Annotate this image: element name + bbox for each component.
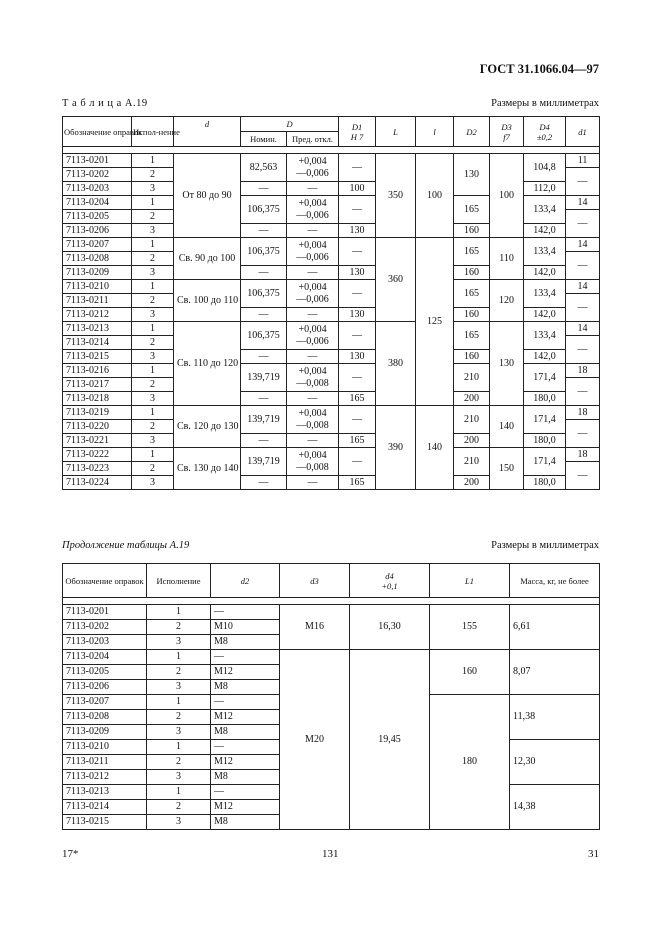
cell-D2: 160 [454, 224, 490, 238]
cell-designation: 7113-0220 [63, 420, 132, 434]
table1-units: Размеры в миллиметрах [491, 98, 599, 109]
cell-d1: — [566, 294, 600, 322]
cell-designation: 7113-0219 [63, 406, 132, 420]
cell-D-deviation: — [287, 182, 339, 196]
cell-d1: — [566, 168, 600, 196]
cell-D-nominal: 106,375 [241, 238, 287, 266]
cell-D4: 133,4 [524, 196, 566, 224]
cell-D1: 165 [339, 392, 376, 406]
cell-D4: 133,4 [524, 280, 566, 308]
cell-D-nominal: 106,375 [241, 196, 287, 224]
cell-version: 1 [147, 740, 211, 755]
cell-designation: 7113-0206 [63, 224, 132, 238]
cell-d1: 11 [566, 154, 600, 168]
cell-version: 3 [132, 476, 174, 490]
cell-version: 2 [132, 462, 174, 476]
table-a19 [62, 116, 600, 490]
cell-D3: 140 [490, 406, 524, 448]
header-D4: D4 ±0,2 [524, 117, 566, 147]
cell-d: Св. 120 до 130 [174, 406, 241, 448]
header-D2: D2 [454, 117, 490, 147]
document-code: ГОСТ 31.1066.04—97 [479, 62, 599, 76]
cell-d2: M12 [211, 800, 280, 815]
cell-d2: M8 [211, 680, 280, 695]
cell-D2: 210 [454, 406, 490, 434]
cell-d2: — [211, 650, 280, 665]
cell-D-deviation: — [287, 476, 339, 490]
cell-designation: 7113-0210 [63, 740, 147, 755]
cell-d1: — [566, 210, 600, 238]
cell-version: 3 [132, 350, 174, 364]
cell-designation: 7113-0209 [63, 266, 132, 280]
cell-designation: 7113-0217 [63, 378, 132, 392]
table-row [63, 448, 600, 462]
cell-D-deviation: — [287, 266, 339, 280]
cell-d2: M8 [211, 725, 280, 740]
cell-version: 2 [132, 420, 174, 434]
footer-page-right: 31 [588, 848, 599, 860]
table-row [63, 605, 600, 620]
cell-D4: 180,0 [524, 476, 566, 490]
cell-D1: — [339, 238, 376, 266]
cell-D2: 200 [454, 392, 490, 406]
cell-designation: 7113-0211 [63, 294, 132, 308]
cell-D4: 142,0 [524, 350, 566, 364]
cell-mass: 12,30 [510, 740, 600, 785]
cell-D2: 160 [454, 266, 490, 280]
header2-d2: d2 [211, 564, 280, 598]
cell-D4: 142,0 [524, 308, 566, 322]
cell-designation: 7113-0204 [63, 196, 132, 210]
cell-L: 360 [376, 238, 416, 322]
cell-version: 1 [132, 364, 174, 378]
cell-D-deviation: — [287, 350, 339, 364]
cell-d4: 19,45 [350, 650, 430, 830]
cell-designation: 7113-0205 [63, 665, 147, 680]
cell-designation: 7113-0204 [63, 650, 147, 665]
cell-d2: — [211, 695, 280, 710]
cell-designation: 7113-0212 [63, 308, 132, 322]
cell-d2: M10 [211, 620, 280, 635]
table-row [63, 322, 600, 336]
cell-L1: 180 [430, 695, 510, 830]
cell-D1: 130 [339, 308, 376, 322]
cell-D4: 171,4 [524, 448, 566, 476]
cell-d2: M12 [211, 755, 280, 770]
header-l: l [416, 117, 454, 147]
cell-designation: 7113-0214 [63, 800, 147, 815]
cell-designation: 7113-0201 [63, 605, 147, 620]
cell-designation: 7113-0208 [63, 710, 147, 725]
cell-d: Св. 100 до 110 [174, 280, 241, 322]
cell-D3: 150 [490, 448, 524, 490]
header-d: d [174, 117, 241, 147]
cell-d1: 14 [566, 322, 600, 336]
cell-D1: 130 [339, 266, 376, 280]
cell-D2: 160 [454, 308, 490, 322]
cell-d: Св. 110 до 120 [174, 322, 241, 406]
cell-L1: 155 [430, 605, 510, 650]
cell-mass: 11,38 [510, 695, 600, 740]
cell-D2: 165 [454, 322, 490, 350]
cell-D-deviation: +0,004 —0,006 [287, 154, 339, 182]
cell-D-nominal: — [241, 392, 287, 406]
cell-designation: 7113-0224 [63, 476, 132, 490]
cell-designation: 7113-0208 [63, 252, 132, 266]
cell-version: 3 [132, 266, 174, 280]
cell-version: 2 [132, 378, 174, 392]
cell-version: 3 [147, 635, 211, 650]
cell-D4: 180,0 [524, 392, 566, 406]
cell-d2: — [211, 740, 280, 755]
cell-D-deviation: — [287, 224, 339, 238]
cell-designation: 7113-0206 [63, 680, 147, 695]
cell-version: 3 [132, 182, 174, 196]
cell-D-deviation: +0,004 —0,008 [287, 364, 339, 392]
cell-designation: 7113-0213 [63, 322, 132, 336]
cell-d1: 14 [566, 280, 600, 294]
cell-D-nominal: 106,375 [241, 280, 287, 308]
header2-d4: d4 +0,1 [350, 564, 430, 598]
cell-D-nominal: — [241, 224, 287, 238]
cell-D-deviation: +0,004 —0,008 [287, 406, 339, 434]
cell-version: 1 [132, 154, 174, 168]
cell-d2: M8 [211, 815, 280, 830]
header2-version: Исполнение [147, 564, 211, 598]
cell-D2: 210 [454, 448, 490, 476]
cell-D2: 200 [454, 434, 490, 448]
cell-D4: 142,0 [524, 224, 566, 238]
cell-designation: 7113-0218 [63, 392, 132, 406]
cell-D-nominal: 139,719 [241, 364, 287, 392]
table-row [63, 650, 600, 665]
cell-designation: 7113-0202 [63, 620, 147, 635]
cell-l: 140 [416, 406, 454, 490]
cell-D-nominal: — [241, 434, 287, 448]
cell-d3: M20 [280, 650, 350, 830]
cell-D-deviation: — [287, 308, 339, 322]
cell-d2: — [211, 605, 280, 620]
header-version: Испол-нение [132, 117, 174, 147]
cell-designation: 7113-0215 [63, 350, 132, 364]
cell-d1: — [566, 420, 600, 448]
cell-version: 1 [147, 650, 211, 665]
cell-d1: — [566, 336, 600, 364]
cell-D-nominal: — [241, 476, 287, 490]
cell-version: 1 [132, 448, 174, 462]
cell-D2: 210 [454, 364, 490, 392]
header-d1: d1 [566, 117, 600, 147]
cell-d1: 18 [566, 406, 600, 420]
cell-l: 125 [416, 238, 454, 406]
cell-version: 3 [147, 770, 211, 785]
cell-D-nominal: 82,563 [241, 154, 287, 182]
table1-caption: Т а б л и ц а А.19 [62, 98, 148, 109]
cell-D4: 142,0 [524, 266, 566, 280]
cell-l: 100 [416, 154, 454, 238]
cell-D4: 171,4 [524, 406, 566, 434]
cell-d2: M12 [211, 665, 280, 680]
cell-d1: — [566, 378, 600, 406]
cell-version: 2 [147, 755, 211, 770]
cell-D2: 130 [454, 154, 490, 196]
cell-mass: 6,61 [510, 605, 600, 650]
cell-designation: 7113-0221 [63, 434, 132, 448]
cell-designation: 7113-0207 [63, 695, 147, 710]
header-deviation: Пред. откл. [287, 132, 339, 147]
cell-version: 1 [147, 785, 211, 800]
cell-d: Св. 130 до 140 [174, 448, 241, 490]
cell-designation: 7113-0209 [63, 725, 147, 740]
cell-d1: 14 [566, 196, 600, 210]
cell-version: 1 [132, 280, 174, 294]
cell-d1: 18 [566, 448, 600, 462]
cell-d1: — [566, 252, 600, 280]
cell-L: 380 [376, 322, 416, 406]
cell-D1: — [339, 322, 376, 350]
cell-mass: 8,07 [510, 650, 600, 695]
cell-D1: 165 [339, 476, 376, 490]
cell-D2: 200 [454, 476, 490, 490]
cell-D2: 165 [454, 280, 490, 308]
table-row [63, 406, 600, 420]
header-D3: D3 f7 [490, 117, 524, 147]
cell-D-deviation: — [287, 392, 339, 406]
cell-D1: 100 [339, 182, 376, 196]
cell-designation: 7113-0214 [63, 336, 132, 350]
cell-D4: 180,0 [524, 434, 566, 448]
cell-D2: 160 [454, 350, 490, 364]
cell-D-deviation: +0,004 —0,006 [287, 196, 339, 224]
cell-designation: 7113-0203 [63, 635, 147, 650]
table-row [63, 280, 600, 294]
cell-version: 2 [132, 168, 174, 182]
cell-D-deviation: +0,004 —0,008 [287, 448, 339, 476]
cell-D-nominal: — [241, 350, 287, 364]
header-D1: D1 H 7 [339, 117, 376, 147]
cell-version: 2 [132, 294, 174, 308]
table-row [63, 154, 600, 168]
header2-designation: Обозначение оправок [63, 564, 147, 598]
cell-version: 3 [132, 308, 174, 322]
cell-designation: 7113-0223 [63, 462, 132, 476]
cell-D4: 104,8 [524, 154, 566, 182]
cell-d1: — [566, 462, 600, 490]
cell-designation: 7113-0215 [63, 815, 147, 830]
cell-d2: — [211, 785, 280, 800]
cell-L: 350 [376, 154, 416, 238]
cell-version: 1 [132, 322, 174, 336]
cell-designation: 7113-0202 [63, 168, 132, 182]
header2-mass: Масса, кг, не более [510, 564, 600, 598]
cell-designation: 7113-0212 [63, 770, 147, 785]
cell-mass: 14,38 [510, 785, 600, 830]
cell-version: 2 [147, 665, 211, 680]
cell-D1: — [339, 154, 376, 182]
cell-designation: 7113-0201 [63, 154, 132, 168]
cell-D1: 130 [339, 224, 376, 238]
cell-version: 3 [132, 224, 174, 238]
header2-L1: L1 [430, 564, 510, 598]
cell-designation: 7113-0205 [63, 210, 132, 224]
table2-units: Размеры в миллиметрах [491, 540, 599, 551]
cell-d4: 16,30 [350, 605, 430, 650]
cell-D4: 133,4 [524, 238, 566, 266]
footer-page-center: 131 [322, 848, 339, 860]
cell-designation: 7113-0210 [63, 280, 132, 294]
cell-D3: 100 [490, 154, 524, 238]
cell-version: 2 [147, 800, 211, 815]
cell-designation: 7113-0207 [63, 238, 132, 252]
cell-D1: — [339, 196, 376, 224]
cell-D-nominal: 106,375 [241, 322, 287, 350]
cell-d1: 14 [566, 238, 600, 252]
cell-designation: 7113-0203 [63, 182, 132, 196]
cell-D1: 165 [339, 434, 376, 448]
cell-D3: 130 [490, 322, 524, 406]
table2-caption: Продолжение таблицы А.19 [62, 540, 190, 551]
cell-D-deviation: +0,004 —0,006 [287, 322, 339, 350]
cell-D1: — [339, 406, 376, 434]
cell-version: 2 [132, 210, 174, 224]
cell-version: 2 [132, 252, 174, 266]
cell-d: Св. 90 до 100 [174, 238, 241, 280]
cell-d2: M8 [211, 635, 280, 650]
header-D: D [241, 117, 339, 132]
table-row [63, 238, 600, 252]
cell-d: От 80 до 90 [174, 154, 241, 238]
cell-D1: — [339, 448, 376, 476]
cell-version: 1 [132, 406, 174, 420]
cell-d2: M12 [211, 710, 280, 725]
cell-d2: M8 [211, 770, 280, 785]
cell-D4: 133,4 [524, 322, 566, 350]
cell-version: 3 [147, 680, 211, 695]
cell-D1: — [339, 364, 376, 392]
cell-designation: 7113-0211 [63, 755, 147, 770]
cell-version: 1 [132, 196, 174, 210]
cell-version: 2 [147, 620, 211, 635]
cell-D-deviation: — [287, 434, 339, 448]
cell-D1: — [339, 280, 376, 308]
cell-designation: 7113-0216 [63, 364, 132, 378]
header-L: L [376, 117, 416, 147]
cell-version: 3 [147, 725, 211, 740]
cell-D-nominal: 139,719 [241, 448, 287, 476]
header-nominal: Номин. [241, 132, 287, 147]
footer-mark: 17* [62, 848, 79, 860]
cell-version: 1 [147, 695, 211, 710]
cell-designation: 7113-0222 [63, 448, 132, 462]
cell-D2: 165 [454, 196, 490, 224]
cell-D-deviation: +0,004 —0,006 [287, 280, 339, 308]
cell-D-deviation: +0,004 —0,006 [287, 238, 339, 266]
cell-version: 2 [147, 710, 211, 725]
cell-version: 3 [132, 434, 174, 448]
cell-D4: 171,4 [524, 364, 566, 392]
cell-D-nominal: 139,719 [241, 406, 287, 434]
cell-L1: 160 [430, 650, 510, 695]
cell-D3: 120 [490, 280, 524, 322]
cell-D-nominal: — [241, 266, 287, 280]
cell-D4: 112,0 [524, 182, 566, 196]
header2-d3: d3 [280, 564, 350, 598]
cell-D3: 110 [490, 238, 524, 280]
cell-d1: 18 [566, 364, 600, 378]
cell-D-nominal: — [241, 182, 287, 196]
cell-version: 3 [132, 392, 174, 406]
cell-version: 3 [147, 815, 211, 830]
cell-version: 2 [132, 336, 174, 350]
cell-version: 1 [132, 238, 174, 252]
cell-D-nominal: — [241, 308, 287, 322]
table-a19-continuation [62, 563, 600, 830]
cell-L: 390 [376, 406, 416, 490]
cell-D1: 130 [339, 350, 376, 364]
cell-d3: M16 [280, 605, 350, 650]
cell-D2: 165 [454, 238, 490, 266]
header-designation: Обозначение оправок [63, 117, 132, 147]
cell-designation: 7113-0213 [63, 785, 147, 800]
cell-version: 1 [147, 605, 211, 620]
